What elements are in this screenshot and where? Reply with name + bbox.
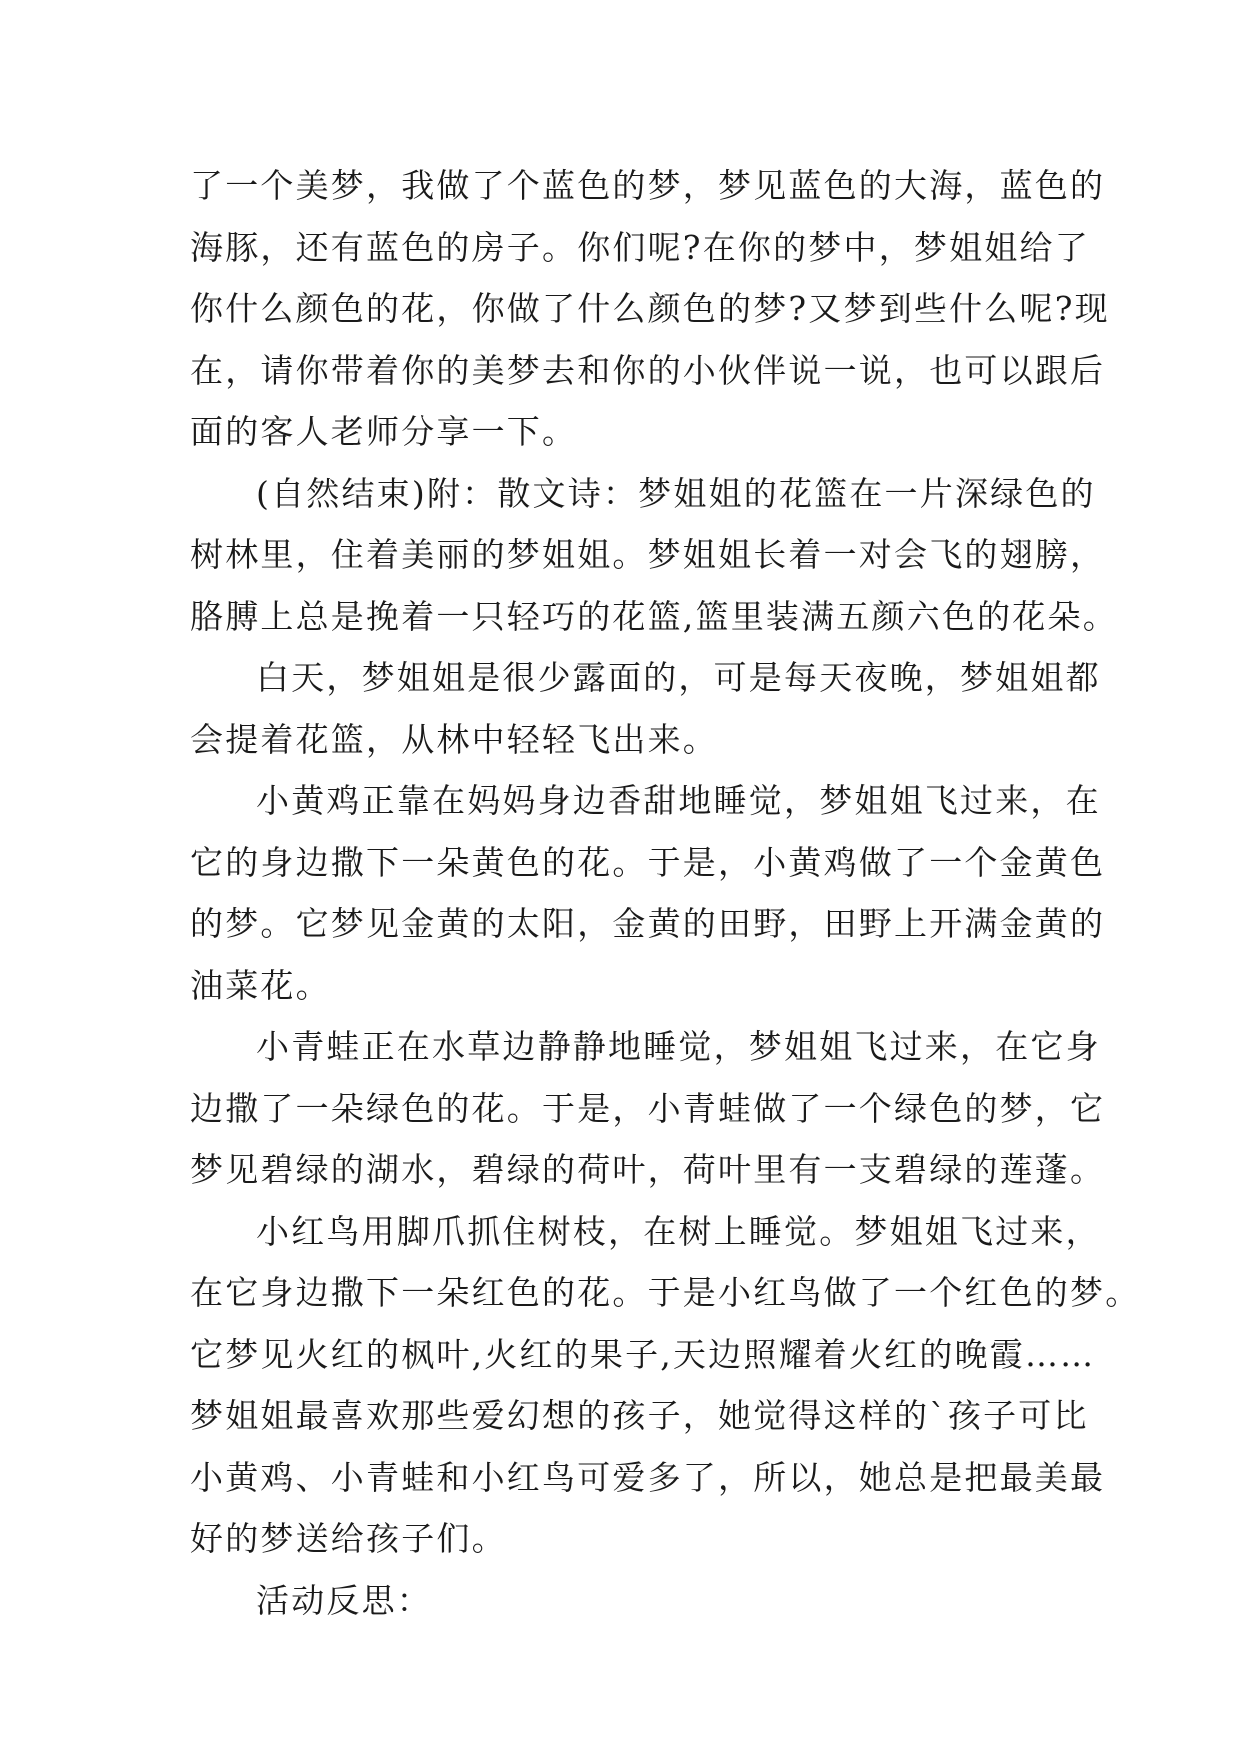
text-line: 面的客人老师分享一下。 bbox=[190, 412, 578, 451]
text-line: 在它身边撒下一朵红色的花。于是小红鸟做了一个红色的梦。 bbox=[190, 1273, 1141, 1312]
paragraph-start-line: (自然结束)附：散文诗：梦姐姐的花篮在一片深绿色的 bbox=[256, 473, 1096, 513]
text-line: 了一个美梦，我做了个蓝色的梦，梦见蓝色的大海，蓝色的 bbox=[190, 166, 1106, 205]
text-line: 它梦见火红的枫叶,火红的果子,天边照耀着火红的晚霞…… bbox=[190, 1334, 1096, 1374]
text-line: 它的身边撒下一朵黄色的花。于是，小黄鸡做了一个金黄色 bbox=[190, 842, 1106, 882]
paragraph-start-line: 小红鸟用脚爪抓住树枝，在树上睡觉。梦姐姐飞过来， bbox=[256, 1211, 1101, 1251]
text-line: 好的梦送给孩子们。 bbox=[190, 1519, 507, 1558]
document-body bbox=[190, 155, 1141, 1631]
text-line: 在，请你带着你的美梦去和你的小伙伴说一说，也可以跟后 bbox=[190, 350, 1106, 390]
text-line: 海豚，还有蓝色的房子。你们呢?在你的梦中，梦姐姐给了 bbox=[190, 227, 1090, 267]
text-line: 你什么颜色的花，你做了什么颜色的梦?又梦到些什么呢?现 bbox=[190, 289, 1110, 328]
text-line: 的梦。它梦见金黄的太阳，金黄的田野，田野上开满金黄的 bbox=[190, 904, 1106, 943]
text-line: 胳膊上总是挽着一只轻巧的花篮,篮里装满五颜六色的花朵。 bbox=[190, 596, 1118, 636]
text-line: 小黄鸡、小青蛙和小红鸟可爱多了，所以，她总是把最美最 bbox=[190, 1457, 1106, 1497]
text-line: 油菜花。 bbox=[190, 965, 331, 1005]
section-heading-line: 活动反思： bbox=[256, 1580, 432, 1620]
text-line: 梦姐姐最喜欢那些爱幻想的孩子，她觉得这样的`孩子可比 bbox=[190, 1396, 1089, 1435]
text-line: 梦见碧绿的湖水，碧绿的荷叶，荷叶里有一支碧绿的莲蓬。 bbox=[190, 1150, 1106, 1189]
text-line: 边撒了一朵绿色的花。于是，小青蛙做了一个绿色的梦，它 bbox=[190, 1088, 1106, 1128]
text-line: 会提着花篮，从林中轻轻飞出来。 bbox=[190, 719, 718, 759]
text-line: 树林里，住着美丽的梦姐姐。梦姐姐长着一对会飞的翅膀， bbox=[190, 535, 1106, 574]
paragraph-start-line: 小黄鸡正靠在妈妈身边香甜地睡觉，梦姐姐飞过来，在 bbox=[256, 781, 1101, 820]
paragraph-start-line: 白天，梦姐姐是很少露面的，可是每天夜晚，梦姐姐都 bbox=[256, 658, 1101, 697]
paragraph-start-line: 小青蛙正在水草边静静地睡觉，梦姐姐飞过来，在它身 bbox=[256, 1027, 1101, 1066]
